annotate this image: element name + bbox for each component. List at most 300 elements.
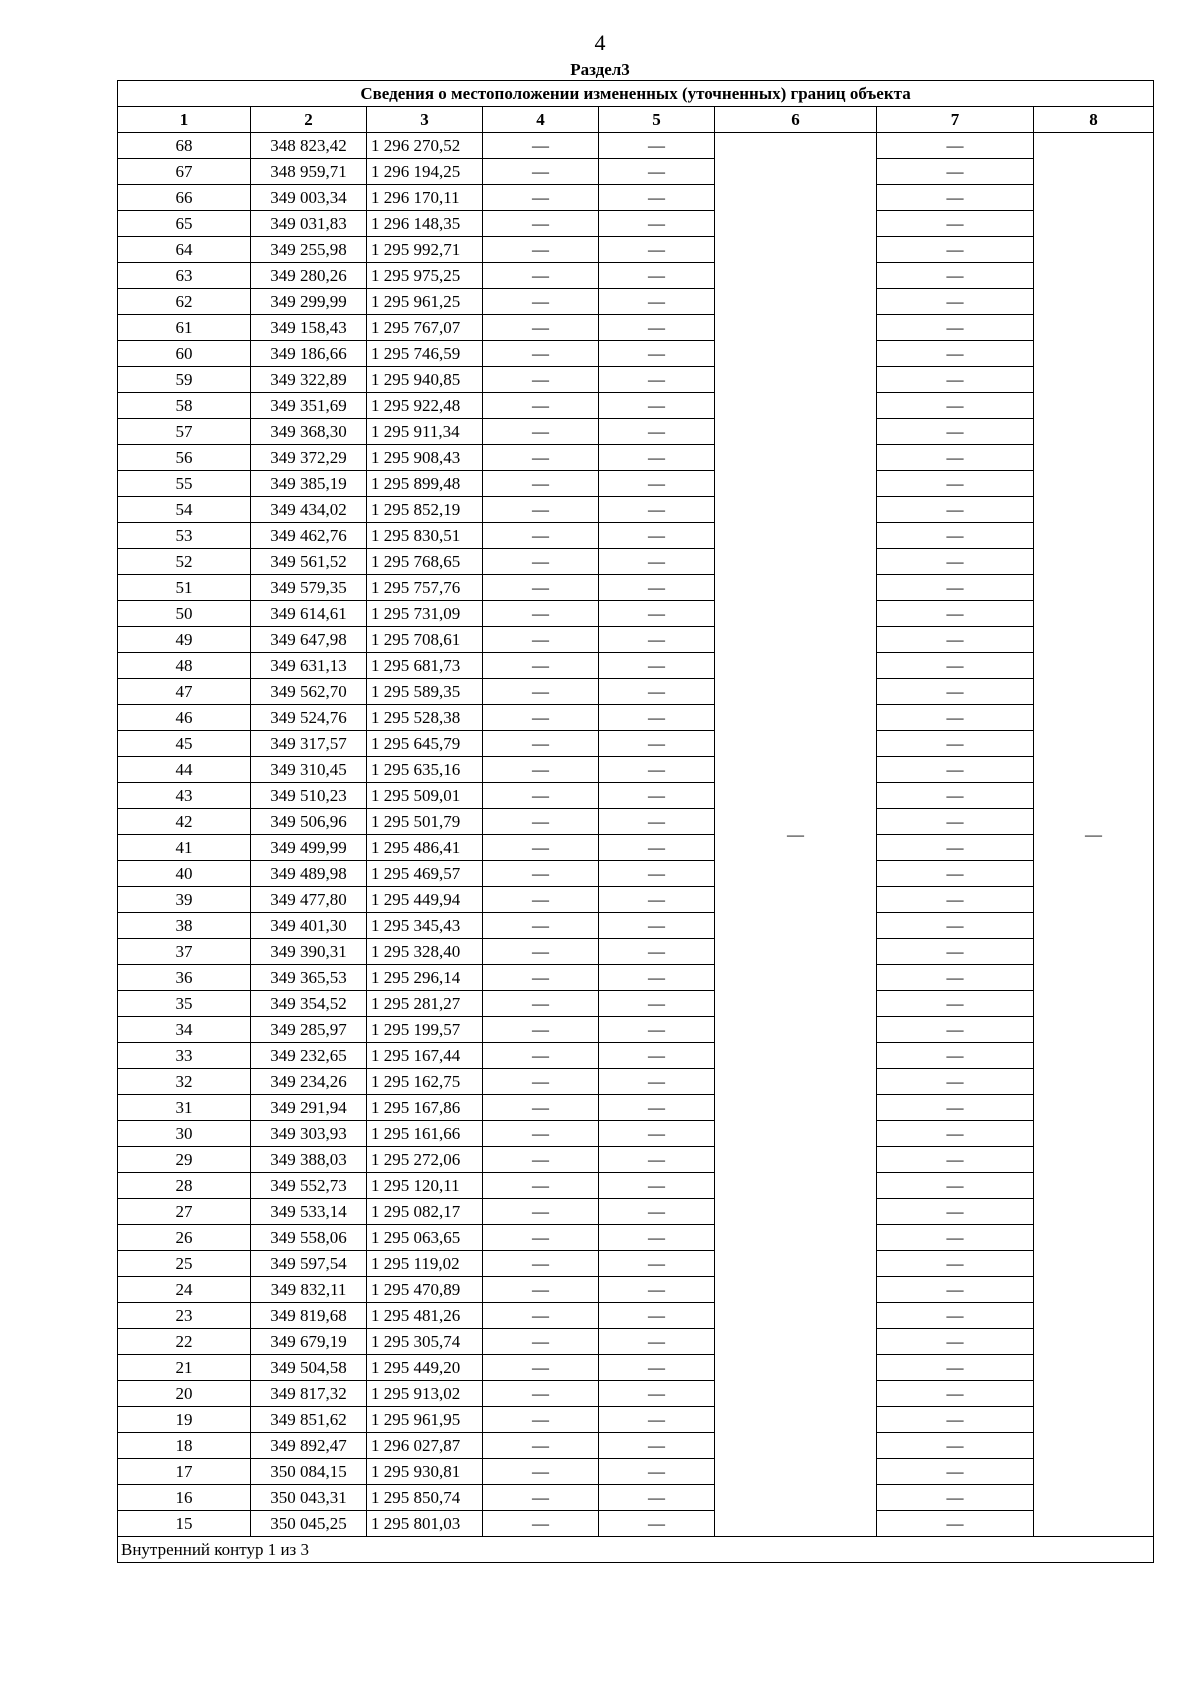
- dash-cell: —: [483, 237, 599, 263]
- column-header: 1: [118, 107, 251, 133]
- dash-cell: —: [877, 1017, 1034, 1043]
- point-number-cell: 42: [118, 809, 251, 835]
- dash-cell: —: [877, 393, 1034, 419]
- dash-cell: —: [599, 497, 715, 523]
- x-coordinate-cell: 349 285,97: [251, 1017, 367, 1043]
- x-coordinate-cell: 350 045,25: [251, 1511, 367, 1537]
- table-row: [118, 419, 1154, 445]
- x-coordinate-cell: 349 561,52: [251, 549, 367, 575]
- x-coordinate-cell: 349 385,19: [251, 471, 367, 497]
- y-coordinate-cell: 1 295 911,34: [367, 419, 483, 445]
- y-coordinate-cell: 1 295 589,35: [367, 679, 483, 705]
- dash-cell: —: [483, 783, 599, 809]
- dash-cell: —: [483, 159, 599, 185]
- y-coordinate-cell: 1 296 270,52: [367, 133, 483, 159]
- y-coordinate-cell: 1 295 850,74: [367, 1485, 483, 1511]
- x-coordinate-cell: 349 232,65: [251, 1043, 367, 1069]
- point-number-cell: 19: [118, 1407, 251, 1433]
- dash-cell: —: [483, 185, 599, 211]
- table-row: [118, 783, 1154, 809]
- dash-cell: —: [483, 601, 599, 627]
- table-row: [118, 601, 1154, 627]
- dash-cell: —: [599, 1459, 715, 1485]
- x-coordinate-cell: 349 477,80: [251, 887, 367, 913]
- point-number-cell: 68: [118, 133, 251, 159]
- dash-cell: —: [483, 991, 599, 1017]
- dash-cell: —: [483, 731, 599, 757]
- column-header: 2: [251, 107, 367, 133]
- table-row: [118, 133, 1154, 159]
- dash-cell: —: [483, 1329, 599, 1355]
- dash-cell: —: [877, 211, 1034, 237]
- table-row: [118, 1303, 1154, 1329]
- dash-cell: —: [599, 653, 715, 679]
- point-number-cell: 24: [118, 1277, 251, 1303]
- dash-cell: —: [599, 601, 715, 627]
- dash-cell: —: [599, 471, 715, 497]
- x-coordinate-cell: 349 552,73: [251, 1173, 367, 1199]
- x-coordinate-cell: 349 303,93: [251, 1121, 367, 1147]
- dash-cell: —: [599, 1017, 715, 1043]
- x-coordinate-cell: 349 510,23: [251, 783, 367, 809]
- y-coordinate-cell: 1 295 830,51: [367, 523, 483, 549]
- dash-cell: —: [483, 575, 599, 601]
- x-coordinate-cell: 349 579,35: [251, 575, 367, 601]
- x-coordinate-cell: 349 631,13: [251, 653, 367, 679]
- dash-cell: —: [483, 1511, 599, 1537]
- y-coordinate-cell: 1 295 305,74: [367, 1329, 483, 1355]
- point-number-cell: 25: [118, 1251, 251, 1277]
- table-row: [118, 627, 1154, 653]
- dash-cell: —: [877, 1433, 1034, 1459]
- dash-cell: —: [599, 445, 715, 471]
- y-coordinate-cell: 1 296 148,35: [367, 211, 483, 237]
- table-row: [118, 1069, 1154, 1095]
- y-coordinate-cell: 1 295 961,95: [367, 1407, 483, 1433]
- dash-cell: —: [599, 809, 715, 835]
- dash-cell: —: [599, 887, 715, 913]
- dash-cell: —: [599, 1485, 715, 1511]
- y-coordinate-cell: 1 295 345,43: [367, 913, 483, 939]
- y-coordinate-cell: 1 296 027,87: [367, 1433, 483, 1459]
- dash-cell: —: [483, 289, 599, 315]
- x-coordinate-cell: 349 372,29: [251, 445, 367, 471]
- table-row: [118, 549, 1154, 575]
- dash-cell: —: [877, 1329, 1034, 1355]
- dash-cell: —: [877, 289, 1034, 315]
- point-number-cell: 33: [118, 1043, 251, 1069]
- dash-cell: —: [877, 1173, 1034, 1199]
- dash-cell: —: [599, 237, 715, 263]
- dash-cell: —: [599, 549, 715, 575]
- dash-cell: —: [483, 887, 599, 913]
- x-coordinate-cell: 349 280,26: [251, 263, 367, 289]
- table-row: [118, 1225, 1154, 1251]
- x-coordinate-cell: 349 186,66: [251, 341, 367, 367]
- dash-cell: —: [599, 289, 715, 315]
- point-number-cell: 18: [118, 1433, 251, 1459]
- dash-cell: —: [483, 315, 599, 341]
- x-coordinate-cell: 349 533,14: [251, 1199, 367, 1225]
- table-row: [118, 1511, 1154, 1537]
- point-number-cell: 30: [118, 1121, 251, 1147]
- y-coordinate-cell: 1 295 767,07: [367, 315, 483, 341]
- dash-cell: —: [599, 1381, 715, 1407]
- y-coordinate-cell: 1 295 063,65: [367, 1225, 483, 1251]
- dash-cell: —: [599, 159, 715, 185]
- y-coordinate-cell: 1 295 635,16: [367, 757, 483, 783]
- point-number-cell: 59: [118, 367, 251, 393]
- dash-cell: —: [483, 1095, 599, 1121]
- y-coordinate-cell: 1 295 296,14: [367, 965, 483, 991]
- column-header: 3: [367, 107, 483, 133]
- table-row: [118, 1251, 1154, 1277]
- x-coordinate-cell: 349 489,98: [251, 861, 367, 887]
- table-row: [118, 1043, 1154, 1069]
- dash-cell: —: [599, 185, 715, 211]
- dash-cell: —: [599, 835, 715, 861]
- dash-cell: —: [877, 315, 1034, 341]
- dash-cell: —: [483, 211, 599, 237]
- table-row: [118, 471, 1154, 497]
- table-row: [118, 1095, 1154, 1121]
- dash-cell: —: [599, 757, 715, 783]
- x-coordinate-cell: 349 003,34: [251, 185, 367, 211]
- x-coordinate-cell: 349 322,89: [251, 367, 367, 393]
- y-coordinate-cell: 1 295 768,65: [367, 549, 483, 575]
- table-row: [118, 1199, 1154, 1225]
- y-coordinate-cell: 1 295 120,11: [367, 1173, 483, 1199]
- y-coordinate-cell: 1 295 961,25: [367, 289, 483, 315]
- x-coordinate-cell: 349 499,99: [251, 835, 367, 861]
- dash-cell: —: [599, 731, 715, 757]
- dash-cell: —: [877, 835, 1034, 861]
- dash-cell: —: [599, 523, 715, 549]
- dash-cell: —: [877, 1251, 1034, 1277]
- dash-cell: —: [483, 497, 599, 523]
- dash-cell: —: [483, 393, 599, 419]
- y-coordinate-cell: 1 295 757,76: [367, 575, 483, 601]
- dash-cell: —: [877, 1485, 1034, 1511]
- y-coordinate-cell: 1 295 908,43: [367, 445, 483, 471]
- dash-cell: —: [599, 627, 715, 653]
- table-row: [118, 263, 1154, 289]
- y-coordinate-cell: 1 295 167,86: [367, 1095, 483, 1121]
- dash-cell: —: [599, 1173, 715, 1199]
- dash-cell: —: [599, 1225, 715, 1251]
- x-coordinate-cell: 349 317,57: [251, 731, 367, 757]
- dash-cell: —: [599, 1095, 715, 1121]
- dash-cell: —: [877, 627, 1034, 653]
- table-row: [118, 1355, 1154, 1381]
- dash-cell: —: [483, 549, 599, 575]
- dash-cell: —: [599, 1121, 715, 1147]
- y-coordinate-cell: 1 295 975,25: [367, 263, 483, 289]
- y-coordinate-cell: 1 295 922,48: [367, 393, 483, 419]
- dash-cell: —: [599, 1043, 715, 1069]
- x-coordinate-cell: 350 084,15: [251, 1459, 367, 1485]
- column-header: 4: [483, 107, 599, 133]
- dash-cell: —: [599, 1511, 715, 1537]
- dash-cell: —: [483, 653, 599, 679]
- point-number-cell: 45: [118, 731, 251, 757]
- point-number-cell: 64: [118, 237, 251, 263]
- column-header: 7: [877, 107, 1034, 133]
- table-row: [118, 185, 1154, 211]
- point-number-cell: 22: [118, 1329, 251, 1355]
- table-row: [118, 237, 1154, 263]
- table-caption: Сведения о местоположении измененных (уточненных) границ объекта: [118, 81, 1154, 107]
- dash-cell: —: [483, 1251, 599, 1277]
- table-row: [118, 809, 1154, 835]
- table-row: [118, 1147, 1154, 1173]
- x-coordinate-cell: 349 819,68: [251, 1303, 367, 1329]
- table-row: [118, 757, 1154, 783]
- y-coordinate-cell: 1 295 281,27: [367, 991, 483, 1017]
- dash-cell: —: [877, 133, 1034, 159]
- table-row: [118, 1381, 1154, 1407]
- dash-cell: —: [599, 1147, 715, 1173]
- dash-cell: —: [483, 471, 599, 497]
- y-coordinate-cell: 1 295 731,09: [367, 601, 483, 627]
- y-coordinate-cell: 1 295 470,89: [367, 1277, 483, 1303]
- point-number-cell: 61: [118, 315, 251, 341]
- table-row: [118, 913, 1154, 939]
- dash-cell: —: [599, 679, 715, 705]
- point-number-cell: 67: [118, 159, 251, 185]
- dash-cell: —: [599, 393, 715, 419]
- dash-cell: —: [599, 1251, 715, 1277]
- point-number-cell: 47: [118, 679, 251, 705]
- table-row: [118, 159, 1154, 185]
- table-row: [118, 497, 1154, 523]
- point-number-cell: 60: [118, 341, 251, 367]
- y-coordinate-cell: 1 295 082,17: [367, 1199, 483, 1225]
- dash-cell: —: [599, 1277, 715, 1303]
- dash-cell: —: [877, 419, 1034, 445]
- dash-cell: —: [483, 1485, 599, 1511]
- table-row: [118, 445, 1154, 471]
- y-coordinate-cell: 1 295 469,57: [367, 861, 483, 887]
- x-coordinate-cell: 349 390,31: [251, 939, 367, 965]
- dash-cell: —: [877, 1511, 1034, 1537]
- dash-cell: —: [483, 1173, 599, 1199]
- point-number-cell: 40: [118, 861, 251, 887]
- dash-cell: —: [877, 497, 1034, 523]
- column-header: 6: [715, 107, 877, 133]
- dash-cell: —: [599, 861, 715, 887]
- x-coordinate-cell: 349 614,61: [251, 601, 367, 627]
- dash-cell: —: [599, 211, 715, 237]
- dash-cell: —: [483, 705, 599, 731]
- y-coordinate-cell: 1 295 930,81: [367, 1459, 483, 1485]
- dash-cell: —: [877, 185, 1034, 211]
- dash-cell: —: [483, 1381, 599, 1407]
- dash-cell: —: [877, 471, 1034, 497]
- merged-dash-cell-col6: —: [715, 133, 877, 1537]
- x-coordinate-cell: 349 234,26: [251, 1069, 367, 1095]
- point-number-cell: 38: [118, 913, 251, 939]
- dash-cell: —: [877, 263, 1034, 289]
- table-row: [118, 211, 1154, 237]
- dash-cell: —: [599, 991, 715, 1017]
- x-coordinate-cell: 349 354,52: [251, 991, 367, 1017]
- point-number-cell: 21: [118, 1355, 251, 1381]
- y-coordinate-cell: 1 295 913,02: [367, 1381, 483, 1407]
- dash-cell: —: [483, 861, 599, 887]
- table-row: [118, 965, 1154, 991]
- point-number-cell: 16: [118, 1485, 251, 1511]
- x-coordinate-cell: 349 832,11: [251, 1277, 367, 1303]
- dash-cell: —: [877, 705, 1034, 731]
- y-coordinate-cell: 1 295 272,06: [367, 1147, 483, 1173]
- dash-cell: —: [599, 705, 715, 731]
- x-coordinate-cell: 349 158,43: [251, 315, 367, 341]
- table-row: [118, 835, 1154, 861]
- dash-cell: —: [483, 1043, 599, 1069]
- table-row: [118, 679, 1154, 705]
- y-coordinate-cell: 1 295 509,01: [367, 783, 483, 809]
- y-coordinate-cell: 1 295 486,41: [367, 835, 483, 861]
- x-coordinate-cell: 349 291,94: [251, 1095, 367, 1121]
- dash-cell: —: [483, 835, 599, 861]
- dash-cell: —: [877, 1277, 1034, 1303]
- x-coordinate-cell: 349 562,70: [251, 679, 367, 705]
- table-row: [118, 315, 1154, 341]
- x-coordinate-cell: 349 558,06: [251, 1225, 367, 1251]
- point-number-cell: 23: [118, 1303, 251, 1329]
- dash-cell: —: [877, 341, 1034, 367]
- x-coordinate-cell: 349 255,98: [251, 237, 367, 263]
- table-row: [118, 1173, 1154, 1199]
- x-coordinate-cell: 349 647,98: [251, 627, 367, 653]
- dash-cell: —: [877, 1303, 1034, 1329]
- dash-cell: —: [599, 1355, 715, 1381]
- point-number-cell: 31: [118, 1095, 251, 1121]
- x-coordinate-cell: 349 351,69: [251, 393, 367, 419]
- point-number-cell: 53: [118, 523, 251, 549]
- dash-cell: —: [483, 679, 599, 705]
- dash-cell: —: [877, 523, 1034, 549]
- x-coordinate-cell: 349 506,96: [251, 809, 367, 835]
- table-row: [118, 1017, 1154, 1043]
- y-coordinate-cell: 1 295 708,61: [367, 627, 483, 653]
- point-number-cell: 17: [118, 1459, 251, 1485]
- x-coordinate-cell: 349 365,53: [251, 965, 367, 991]
- dash-cell: —: [483, 445, 599, 471]
- dash-cell: —: [877, 1459, 1034, 1485]
- dash-cell: —: [599, 1329, 715, 1355]
- dash-cell: —: [599, 341, 715, 367]
- dash-cell: —: [877, 809, 1034, 835]
- table-row: [118, 1459, 1154, 1485]
- dash-cell: —: [877, 575, 1034, 601]
- contour-footer: Внутренний контур 1 из 3: [118, 1537, 1154, 1563]
- point-number-cell: 46: [118, 705, 251, 731]
- x-coordinate-cell: 348 959,71: [251, 159, 367, 185]
- point-number-cell: 43: [118, 783, 251, 809]
- point-number-cell: 50: [118, 601, 251, 627]
- table-row: [118, 1485, 1154, 1511]
- point-number-cell: 26: [118, 1225, 251, 1251]
- table-row: [118, 1329, 1154, 1355]
- point-number-cell: 65: [118, 211, 251, 237]
- dash-cell: —: [483, 939, 599, 965]
- dash-cell: —: [877, 1407, 1034, 1433]
- dash-cell: —: [483, 263, 599, 289]
- dash-cell: —: [599, 913, 715, 939]
- y-coordinate-cell: 1 295 801,03: [367, 1511, 483, 1537]
- table-row: [118, 393, 1154, 419]
- x-coordinate-cell: 349 388,03: [251, 1147, 367, 1173]
- x-coordinate-cell: 350 043,31: [251, 1485, 367, 1511]
- table-row: [118, 887, 1154, 913]
- point-number-cell: 37: [118, 939, 251, 965]
- point-number-cell: 62: [118, 289, 251, 315]
- dash-cell: —: [483, 627, 599, 653]
- y-coordinate-cell: 1 295 746,59: [367, 341, 483, 367]
- x-coordinate-cell: 349 462,76: [251, 523, 367, 549]
- page-number: 4: [594, 30, 606, 55]
- dash-cell: —: [599, 939, 715, 965]
- dash-cell: —: [877, 783, 1034, 809]
- dash-cell: —: [599, 575, 715, 601]
- table-row: [118, 1407, 1154, 1433]
- y-coordinate-cell: 1 295 899,48: [367, 471, 483, 497]
- y-coordinate-cell: 1 295 449,20: [367, 1355, 483, 1381]
- point-number-cell: 28: [118, 1173, 251, 1199]
- dash-cell: —: [483, 1147, 599, 1173]
- y-coordinate-cell: 1 296 170,11: [367, 185, 483, 211]
- y-coordinate-cell: 1 295 528,38: [367, 705, 483, 731]
- dash-cell: —: [877, 1095, 1034, 1121]
- dash-cell: —: [599, 1069, 715, 1095]
- dash-cell: —: [877, 861, 1034, 887]
- point-number-cell: 66: [118, 185, 251, 211]
- table-row: [118, 523, 1154, 549]
- dash-cell: —: [877, 653, 1034, 679]
- dash-cell: —: [877, 887, 1034, 913]
- dash-cell: —: [877, 731, 1034, 757]
- table-row: [118, 1277, 1154, 1303]
- dash-cell: —: [599, 965, 715, 991]
- dash-cell: —: [483, 419, 599, 445]
- dash-cell: —: [483, 913, 599, 939]
- table-body: [118, 133, 1154, 1537]
- table-row: [118, 289, 1154, 315]
- table-row: [118, 367, 1154, 393]
- dash-cell: —: [483, 1017, 599, 1043]
- table-row: [118, 705, 1154, 731]
- table-row: [118, 1433, 1154, 1459]
- table-row: [118, 1121, 1154, 1147]
- dash-cell: —: [599, 1433, 715, 1459]
- dash-cell: —: [483, 1459, 599, 1485]
- table-row: [118, 861, 1154, 887]
- column-header-row: [118, 107, 1154, 133]
- y-coordinate-cell: 1 296 194,25: [367, 159, 483, 185]
- point-number-cell: 58: [118, 393, 251, 419]
- point-number-cell: 54: [118, 497, 251, 523]
- dash-cell: —: [877, 965, 1034, 991]
- dash-cell: —: [483, 341, 599, 367]
- x-coordinate-cell: 349 504,58: [251, 1355, 367, 1381]
- dash-cell: —: [483, 1225, 599, 1251]
- dash-cell: —: [599, 419, 715, 445]
- y-coordinate-cell: 1 295 501,79: [367, 809, 483, 835]
- point-number-cell: 39: [118, 887, 251, 913]
- x-coordinate-cell: 349 401,30: [251, 913, 367, 939]
